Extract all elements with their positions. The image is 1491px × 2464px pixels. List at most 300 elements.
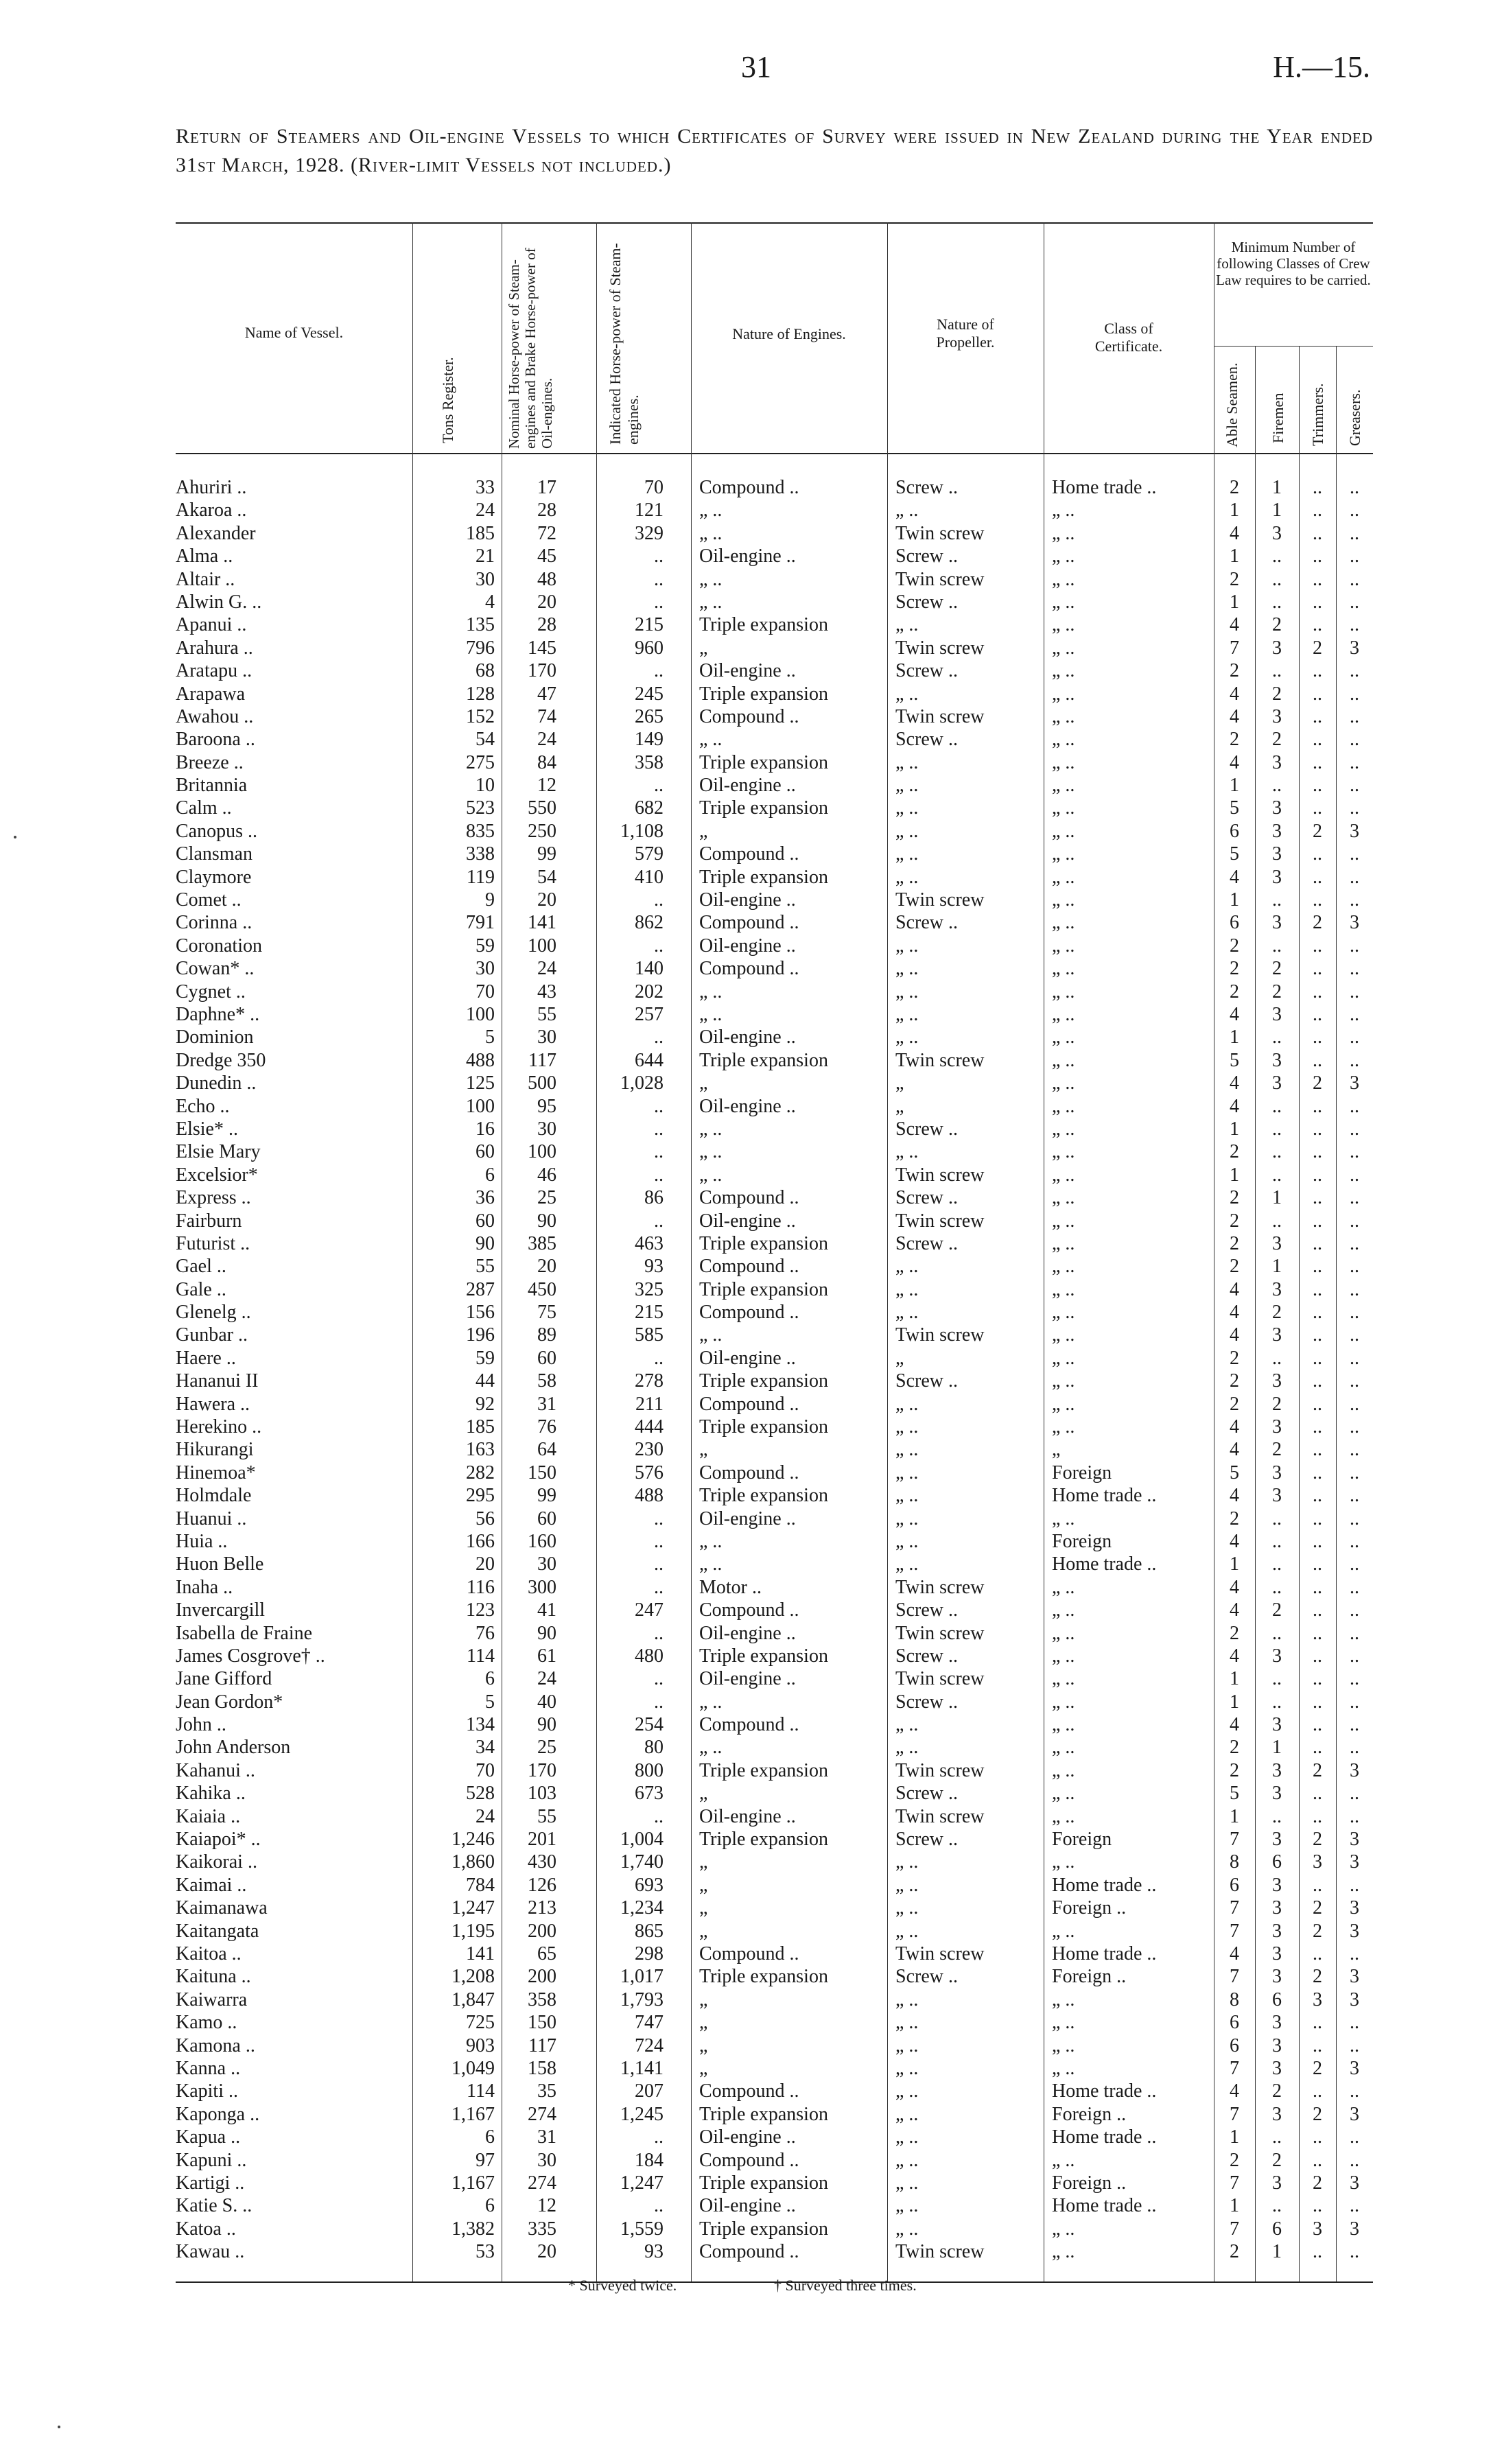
trimmers-count: ..: [1313, 545, 1322, 567]
class-of-certificate: „ ..: [1052, 889, 1075, 911]
table-row: [176, 1530, 1373, 1553]
table-row: [176, 2057, 1373, 2080]
nature-of-engines: Compound ..: [699, 705, 799, 727]
trimmers-count: ..: [1313, 1324, 1322, 1346]
nominal-horse-power: 20: [537, 591, 556, 613]
greasers-count: ..: [1350, 1164, 1359, 1186]
firemen-count: 1: [1272, 477, 1282, 498]
nature-of-engines: Compound ..: [699, 843, 799, 865]
able-seamen-count: 2: [1230, 1759, 1239, 1781]
trimmers-count: ..: [1313, 1278, 1322, 1300]
firemen-count: ..: [1272, 1026, 1282, 1048]
firemen-count: ..: [1272, 775, 1282, 797]
trimmers-count: ..: [1313, 1462, 1322, 1483]
table-row: [176, 1003, 1373, 1026]
indicated-horse-power: ..: [654, 1805, 664, 1827]
table-row: [176, 568, 1373, 591]
nature-of-engines: Oil-engine ..: [699, 1210, 796, 1232]
trimmers-count: ..: [1313, 1530, 1322, 1552]
trimmers-count: ..: [1313, 1874, 1322, 1896]
table-row: [176, 1255, 1373, 1278]
nature-of-propeller: Twin screw: [895, 1324, 985, 1346]
vessel-name: Kaitangata: [176, 1920, 259, 1942]
nominal-horse-power: 76: [537, 1416, 556, 1438]
nature-of-engines: Triple expansion: [699, 1049, 828, 1071]
nominal-horse-power: 12: [537, 2195, 556, 2217]
nominal-horse-power: 117: [528, 1049, 556, 1071]
class-of-certificate: „ ..: [1052, 1507, 1075, 1529]
nominal-horse-power: 103: [528, 1783, 556, 1805]
nominal-horse-power: 141: [528, 912, 556, 934]
vessel-name: Herekino ..: [176, 1416, 262, 1438]
trimmers-count: ..: [1313, 2149, 1322, 2171]
table-row: [176, 1232, 1373, 1255]
vessel-name: Kawau ..: [176, 2241, 245, 2263]
nature-of-engines: Compound ..: [699, 958, 799, 980]
table-row: [176, 1416, 1373, 1438]
vessel-name: Kapiti ..: [176, 2080, 238, 2102]
vessel-name: Isabella de Fraine: [176, 1622, 313, 1644]
class-of-certificate: „ ..: [1052, 2034, 1075, 2056]
trimmers-count: ..: [1313, 1599, 1322, 1621]
nature-of-engines: „ ..: [699, 591, 723, 613]
indicated-horse-power: 1,793: [620, 1988, 664, 2010]
trimmers-count: ..: [1313, 958, 1322, 980]
table-row: [176, 1484, 1373, 1507]
able-seamen-count: 7: [1230, 2103, 1239, 2125]
header-greasers: Greasers.: [1346, 389, 1363, 446]
firemen-count: 3: [1272, 1416, 1282, 1438]
tons-register: 1,847: [451, 1988, 495, 2010]
vessel-name: Kaimai ..: [176, 1874, 247, 1896]
class-of-certificate: „ ..: [1052, 1324, 1075, 1346]
firemen-count: 2: [1272, 683, 1282, 705]
indicated-horse-power: 1,245: [620, 2103, 664, 2125]
vessel-name: Aratapu ..: [176, 660, 253, 682]
nominal-horse-power: 200: [528, 1966, 556, 1988]
indicated-horse-power: 329: [635, 522, 664, 544]
nature-of-propeller: „ ..: [895, 1553, 919, 1575]
firemen-count: 2: [1272, 958, 1282, 980]
trimmers-count: ..: [1313, 1507, 1322, 1529]
firemen-count: 3: [1272, 751, 1282, 773]
greasers-count: ..: [1350, 1302, 1359, 1324]
nominal-horse-power: 99: [537, 1485, 556, 1507]
trimmers-count: ..: [1313, 1645, 1322, 1667]
trimmers-count: 2: [1313, 1920, 1322, 1942]
tons-register: 10: [476, 775, 495, 797]
class-of-certificate: „ ..: [1052, 1393, 1075, 1415]
tons-register: 59: [476, 935, 495, 957]
page-number: 31: [741, 50, 771, 84]
nominal-horse-power: 28: [537, 614, 556, 636]
nominal-horse-power: 20: [537, 889, 556, 911]
nature-of-propeller: Twin screw: [895, 889, 985, 911]
firemen-count: 3: [1272, 1232, 1282, 1254]
nominal-horse-power: 300: [528, 1576, 556, 1598]
tons-register: 97: [476, 2149, 495, 2171]
able-seamen-count: 2: [1230, 1232, 1239, 1254]
table-row: [176, 1118, 1373, 1140]
firemen-count: ..: [1272, 935, 1282, 957]
table-row: [176, 1186, 1373, 1209]
trimmers-count: 2: [1313, 1829, 1322, 1851]
class-of-certificate: „ ..: [1052, 1576, 1075, 1598]
tons-register: 30: [476, 568, 495, 590]
class-of-certificate: „ ..: [1052, 1003, 1075, 1025]
nature-of-engines: „: [699, 1072, 708, 1094]
class-of-certificate: Foreign: [1052, 1829, 1112, 1851]
table-row: [176, 1988, 1373, 2011]
able-seamen-count: 5: [1230, 1462, 1239, 1483]
class-of-certificate: „ ..: [1052, 1164, 1075, 1186]
nominal-horse-power: 274: [528, 2103, 556, 2125]
class-of-certificate: „ ..: [1052, 1622, 1075, 1644]
tons-register: 1,382: [451, 2218, 495, 2240]
trimmers-count: ..: [1313, 2126, 1322, 2148]
table-row: [176, 522, 1373, 545]
class-of-certificate: „ ..: [1052, 1302, 1075, 1324]
nature-of-propeller: „ ..: [895, 2034, 919, 2056]
firemen-count: 3: [1272, 1324, 1282, 1346]
class-of-certificate: „ ..: [1052, 1141, 1075, 1163]
vessel-name: Kahanui ..: [176, 1759, 255, 1781]
greasers-count: ..: [1350, 1003, 1359, 1025]
class-of-certificate: Home trade ..: [1052, 2080, 1157, 2102]
nature-of-engines: „: [699, 1988, 708, 2010]
nature-of-propeller: Screw ..: [895, 1232, 958, 1254]
firemen-count: 3: [1272, 1278, 1282, 1300]
trimmers-count: ..: [1313, 797, 1322, 819]
able-seamen-count: 1: [1230, 2126, 1239, 2148]
nature-of-propeller: Screw ..: [895, 912, 958, 934]
nature-of-propeller: Screw ..: [895, 545, 958, 567]
nominal-horse-power: 145: [528, 637, 556, 659]
vessel-name: Kaponga ..: [176, 2103, 260, 2125]
nominal-horse-power: 17: [537, 477, 556, 498]
greasers-count: 3: [1350, 2103, 1359, 2125]
nature-of-propeller: Twin screw: [895, 522, 985, 544]
greasers-count: ..: [1350, 522, 1359, 544]
greasers-count: ..: [1350, 1805, 1359, 1827]
nature-of-engines: Triple expansion: [699, 1645, 828, 1667]
class-of-certificate: „ ..: [1052, 843, 1075, 865]
able-seamen-count: 4: [1230, 1599, 1239, 1621]
greasers-count: ..: [1350, 1049, 1359, 1071]
greasers-count: ..: [1350, 591, 1359, 613]
table-row: [176, 499, 1373, 521]
nominal-horse-power: 150: [528, 2012, 556, 2034]
indicated-horse-power: 480: [635, 1645, 664, 1667]
table-row: [176, 683, 1373, 705]
table-row: [176, 2126, 1373, 2148]
indicated-horse-power: 1,141: [620, 2057, 664, 2079]
class-of-certificate: Home trade ..: [1052, 2126, 1157, 2148]
nature-of-engines: „: [699, 637, 708, 659]
nature-of-engines: Triple expansion: [699, 2218, 828, 2240]
indicated-horse-power: ..: [654, 660, 664, 682]
class-of-certificate: „ ..: [1052, 1347, 1075, 1369]
vessel-name: Jane Gifford: [176, 1668, 272, 1690]
trimmers-count: ..: [1313, 889, 1322, 911]
table-row: [176, 957, 1373, 980]
able-seamen-count: 4: [1230, 1302, 1239, 1324]
vessel-name: Alwin G. ..: [176, 591, 262, 613]
nature-of-engines: Triple expansion: [699, 683, 828, 705]
vessel-name: Kaiwarra: [176, 1988, 248, 2010]
table-row: [176, 1691, 1373, 1713]
nominal-horse-power: 65: [537, 1943, 556, 1964]
nature-of-propeller: „ ..: [895, 1439, 919, 1461]
nominal-horse-power: 160: [528, 1530, 556, 1552]
class-of-certificate: „ ..: [1052, 2149, 1075, 2171]
class-of-certificate: „ ..: [1052, 660, 1075, 682]
trimmers-count: ..: [1313, 981, 1322, 1002]
firemen-count: ..: [1272, 1553, 1282, 1575]
nature-of-propeller: „ ..: [895, 1026, 919, 1048]
greasers-count: ..: [1350, 1095, 1359, 1117]
trimmers-count: ..: [1313, 1118, 1322, 1140]
able-seamen-count: 4: [1230, 1714, 1239, 1736]
nature-of-propeller: „ ..: [895, 1302, 919, 1324]
nature-of-propeller: „ ..: [895, 2195, 919, 2217]
nominal-horse-power: 274: [528, 2172, 556, 2194]
table-row: [176, 1851, 1373, 1873]
nature-of-engines: Triple expansion: [699, 1278, 828, 1300]
tons-register: 54: [476, 729, 495, 751]
tons-register: 163: [466, 1439, 495, 1461]
tons-register: 114: [467, 1645, 495, 1667]
class-of-certificate: „ ..: [1052, 1691, 1075, 1713]
firemen-count: 3: [1272, 797, 1282, 819]
table-row: [176, 1140, 1373, 1163]
firemen-count: 3: [1272, 1920, 1282, 1942]
nominal-horse-power: 100: [528, 1141, 556, 1163]
greasers-count: 3: [1350, 1897, 1359, 1919]
firemen-count: 2: [1272, 1302, 1282, 1324]
able-seamen-count: 4: [1230, 1095, 1239, 1117]
greasers-count: 3: [1350, 820, 1359, 842]
indicated-horse-power: 358: [635, 751, 664, 773]
indicated-horse-power: 800: [635, 1759, 664, 1781]
trimmers-count: ..: [1313, 775, 1322, 797]
vessel-name: Kaiapoi* ..: [176, 1829, 261, 1851]
nature-of-engines: Oil-engine ..: [699, 889, 796, 911]
indicated-horse-power: 576: [635, 1462, 664, 1483]
nominal-horse-power: 45: [537, 545, 556, 567]
tons-register: 128: [466, 683, 495, 705]
firemen-count: ..: [1272, 889, 1282, 911]
indicated-horse-power: 257: [635, 1003, 664, 1025]
greasers-count: ..: [1350, 1141, 1359, 1163]
nature-of-engines: Oil-engine ..: [699, 1026, 796, 1048]
nature-of-engines: „ ..: [699, 1003, 723, 1025]
table-row: [176, 2149, 1373, 2172]
vessel-name: Kaitoa ..: [176, 1943, 242, 1964]
class-of-certificate: „ ..: [1052, 729, 1075, 751]
nature-of-propeller: Twin screw: [895, 1943, 985, 1964]
vessel-name: Elsie* ..: [176, 1118, 238, 1140]
table-row: [176, 1370, 1373, 1392]
trimmers-count: 2: [1313, 1966, 1322, 1988]
able-seamen-count: 2: [1230, 1507, 1239, 1529]
greasers-count: 3: [1350, 1920, 1359, 1942]
greasers-count: ..: [1350, 751, 1359, 773]
class-of-certificate: „ ..: [1052, 1256, 1075, 1278]
nominal-horse-power: 90: [537, 1714, 556, 1736]
nature-of-engines: Oil-engine ..: [699, 935, 796, 957]
firemen-count: 3: [1272, 1370, 1282, 1392]
nominal-horse-power: 46: [537, 1164, 556, 1186]
tons-register: 725: [466, 2012, 495, 2034]
nominal-horse-power: 200: [528, 1920, 556, 1942]
nature-of-engines: „ ..: [699, 1530, 723, 1552]
nominal-horse-power: 385: [528, 1232, 556, 1254]
table-row: [176, 1026, 1373, 1048]
nature-of-propeller: Screw ..: [895, 1645, 958, 1667]
nature-of-propeller: „: [895, 1072, 904, 1094]
able-seamen-count: 1: [1230, 2195, 1239, 2217]
table-row: [176, 1645, 1373, 1667]
greasers-count: ..: [1350, 843, 1359, 865]
nature-of-propeller: Twin screw: [895, 637, 985, 659]
header-name-of-vessel: Name of Vessel.: [244, 324, 344, 341]
nominal-horse-power: 150: [528, 1462, 556, 1483]
table-row: [176, 1782, 1373, 1805]
class-of-certificate: „ ..: [1052, 751, 1075, 773]
indicated-horse-power: 1,740: [620, 1851, 664, 1873]
able-seamen-count: 6: [1230, 1874, 1239, 1896]
class-of-certificate: „ ..: [1052, 775, 1075, 797]
table-row: [176, 1301, 1373, 1324]
class-of-certificate: „ ..: [1052, 1416, 1075, 1438]
table-row: [176, 2034, 1373, 2057]
nominal-horse-power: 158: [528, 2057, 556, 2079]
header-able-seamen: Able Seamen.: [1223, 362, 1241, 447]
nature-of-engines: „ ..: [699, 568, 723, 590]
trimmers-count: ..: [1313, 1393, 1322, 1415]
nature-of-engines: „: [699, 2034, 708, 2056]
greasers-count: ..: [1350, 1943, 1359, 1964]
able-seamen-count: 4: [1230, 2080, 1239, 2102]
trimmers-count: ..: [1313, 843, 1322, 865]
greasers-count: ..: [1350, 1347, 1359, 1369]
class-of-certificate: „ ..: [1052, 1920, 1075, 1942]
class-of-certificate: Home trade ..: [1052, 1485, 1157, 1507]
nature-of-engines: Compound ..: [699, 1943, 799, 1964]
nature-of-engines: „: [699, 1874, 708, 1896]
nature-of-propeller: „ ..: [895, 2057, 919, 2079]
class-of-certificate: Home trade ..: [1052, 477, 1157, 498]
trimmers-count: 2: [1313, 912, 1322, 934]
nominal-horse-power: 24: [537, 958, 556, 980]
trimmers-count: ..: [1313, 522, 1322, 544]
able-seamen-count: 2: [1230, 2241, 1239, 2263]
nature-of-engines: Oil-engine ..: [699, 1347, 796, 1369]
nature-of-propeller: Screw ..: [895, 1118, 958, 1140]
class-of-certificate: „ ..: [1052, 1187, 1075, 1209]
firemen-count: 1: [1272, 1256, 1282, 1278]
vessel-name: Dunedin ..: [176, 1072, 257, 1094]
nature-of-propeller: Screw ..: [895, 729, 958, 751]
tons-register: 6: [485, 2126, 495, 2148]
able-seamen-count: 2: [1230, 1347, 1239, 1369]
vessel-name: Katoa ..: [176, 2218, 236, 2240]
indicated-horse-power: 245: [635, 683, 664, 705]
able-seamen-count: 5: [1230, 1049, 1239, 1071]
tons-register: 152: [466, 705, 495, 727]
indicated-horse-power: 93: [644, 2241, 664, 2263]
table-row: [176, 2103, 1373, 2126]
greasers-count: ..: [1350, 614, 1359, 636]
nature-of-propeller: Twin screw: [895, 1668, 985, 1690]
tons-register: 5: [485, 1026, 495, 1048]
able-seamen-count: 2: [1230, 1737, 1239, 1759]
nature-of-propeller: „ ..: [895, 2126, 919, 2148]
nature-of-engines: Triple expansion: [699, 1759, 828, 1781]
firemen-count: ..: [1272, 591, 1282, 613]
indicated-horse-power: ..: [654, 2126, 664, 2148]
tons-register: 166: [466, 1530, 495, 1552]
greasers-count: ..: [1350, 1416, 1359, 1438]
indicated-horse-power: 93: [644, 1256, 664, 1278]
greasers-count: ..: [1350, 775, 1359, 797]
table-row: [176, 1897, 1373, 1919]
greasers-count: ..: [1350, 705, 1359, 727]
table-row: [176, 728, 1373, 751]
class-of-certificate: Home trade ..: [1052, 1874, 1157, 1896]
greasers-count: 3: [1350, 912, 1359, 934]
tons-register: 488: [466, 1049, 495, 1071]
table-row: [176, 1507, 1373, 1530]
indicated-horse-power: 1,108: [620, 820, 664, 842]
indicated-horse-power: ..: [654, 1095, 664, 1117]
nominal-horse-power: 126: [528, 1874, 556, 1896]
trimmers-count: 2: [1313, 2103, 1322, 2125]
vessel-name: Calm ..: [176, 797, 232, 819]
able-seamen-count: 1: [1230, 1668, 1239, 1690]
trimmers-count: 2: [1313, 1072, 1322, 1094]
indicated-horse-power: 865: [635, 1920, 664, 1942]
able-seamen-count: 4: [1230, 1439, 1239, 1461]
able-seamen-count: 4: [1230, 1072, 1239, 1094]
indicated-horse-power: 215: [635, 1302, 664, 1324]
greasers-count: ..: [1350, 1256, 1359, 1278]
greasers-count: ..: [1350, 1507, 1359, 1529]
indicated-horse-power: 1,017: [620, 1966, 664, 1988]
table-row: [176, 1943, 1373, 1965]
nature-of-propeller: „ ..: [895, 2103, 919, 2125]
trimmers-count: ..: [1313, 1003, 1322, 1025]
able-seamen-count: 2: [1230, 1187, 1239, 1209]
greasers-count: ..: [1350, 1210, 1359, 1232]
able-seamen-count: 2: [1230, 568, 1239, 590]
nominal-horse-power: 74: [537, 705, 556, 727]
class-of-certificate: „ ..: [1052, 1714, 1075, 1736]
tons-register: 791: [466, 912, 495, 934]
class-of-certificate: Foreign: [1052, 1462, 1112, 1483]
vessel-name: Kartigi ..: [176, 2172, 245, 2194]
nature-of-propeller: Screw ..: [895, 660, 958, 682]
trimmers-count: 2: [1313, 1897, 1322, 1919]
firemen-count: 1: [1272, 2241, 1282, 2263]
indicated-horse-power: ..: [654, 1347, 664, 1369]
tons-register: 114: [467, 2080, 495, 2102]
firemen-count: 3: [1272, 843, 1282, 865]
able-seamen-count: 4: [1230, 683, 1239, 705]
table-row: [176, 1667, 1373, 1690]
table-row: [176, 2194, 1373, 2217]
